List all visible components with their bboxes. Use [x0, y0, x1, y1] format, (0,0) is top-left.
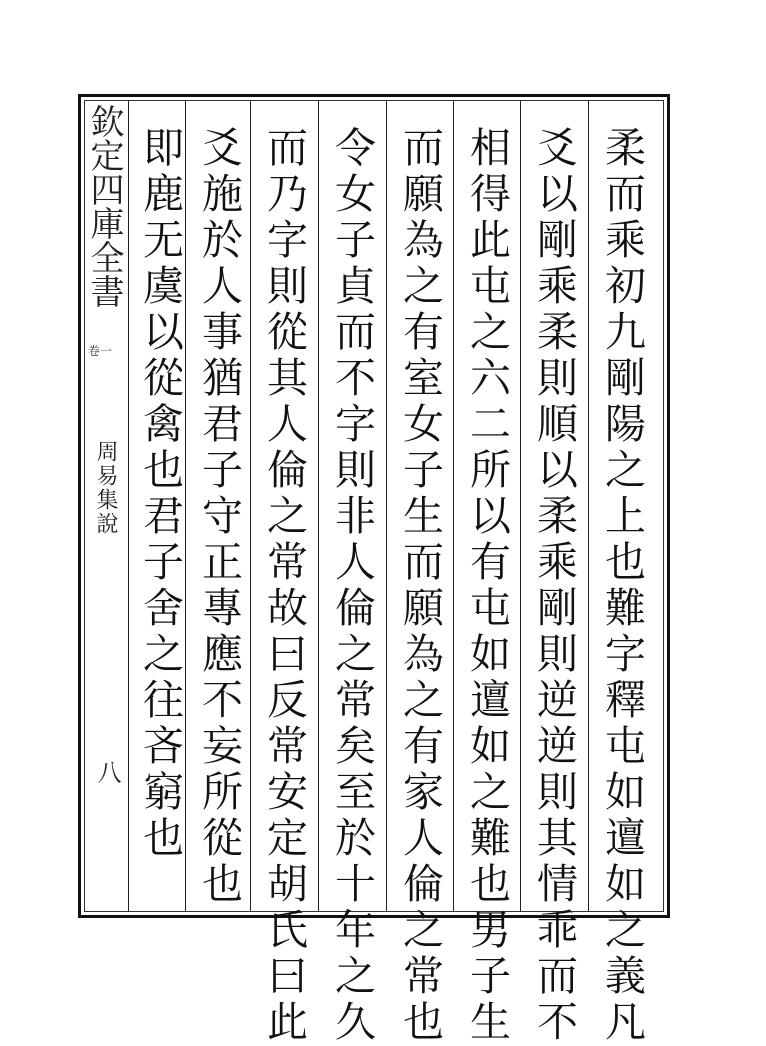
book-title: 周易集說 — [93, 440, 118, 536]
margin-rule — [128, 100, 129, 912]
collection-title: 欽定四庫全書 — [84, 104, 124, 308]
column-rule — [520, 100, 521, 912]
column-rule — [588, 100, 589, 912]
text-column-4: 而願為之有室女子生而願為之有家人倫之常也 — [396, 126, 444, 1046]
text-column-6: 而乃字則從其人倫之常故曰反常安定胡氏曰此 — [260, 126, 308, 1046]
text-column-8: 即鹿无虞以從禽也君子舍之往吝窮也 — [136, 126, 184, 862]
column-rule — [250, 100, 251, 912]
text-column-3: 相得此屯之六二所以有屯如邅如之難也男子生 — [463, 126, 511, 1046]
page-number: 八 — [93, 760, 121, 784]
volume-mark — [88, 336, 118, 360]
text-column-1: 柔而乘初九剛陽之上也難字釋屯如邅如之義凡 — [598, 126, 646, 1046]
column-rule — [318, 100, 319, 912]
volume-mark-text: 卷一 — [88, 344, 113, 358]
text-column-7: 爻施於人事猶君子守正專應不妄所從也 — [195, 126, 243, 908]
column-rule — [386, 100, 387, 912]
column-rule — [453, 100, 454, 912]
text-column-5: 令女子貞而不字則非人倫之常矣至於十年之久 — [328, 126, 376, 1046]
text-column-2: 爻以剛乘柔則順以柔乘剛則逆逆則其情乖而不 — [530, 126, 578, 1046]
